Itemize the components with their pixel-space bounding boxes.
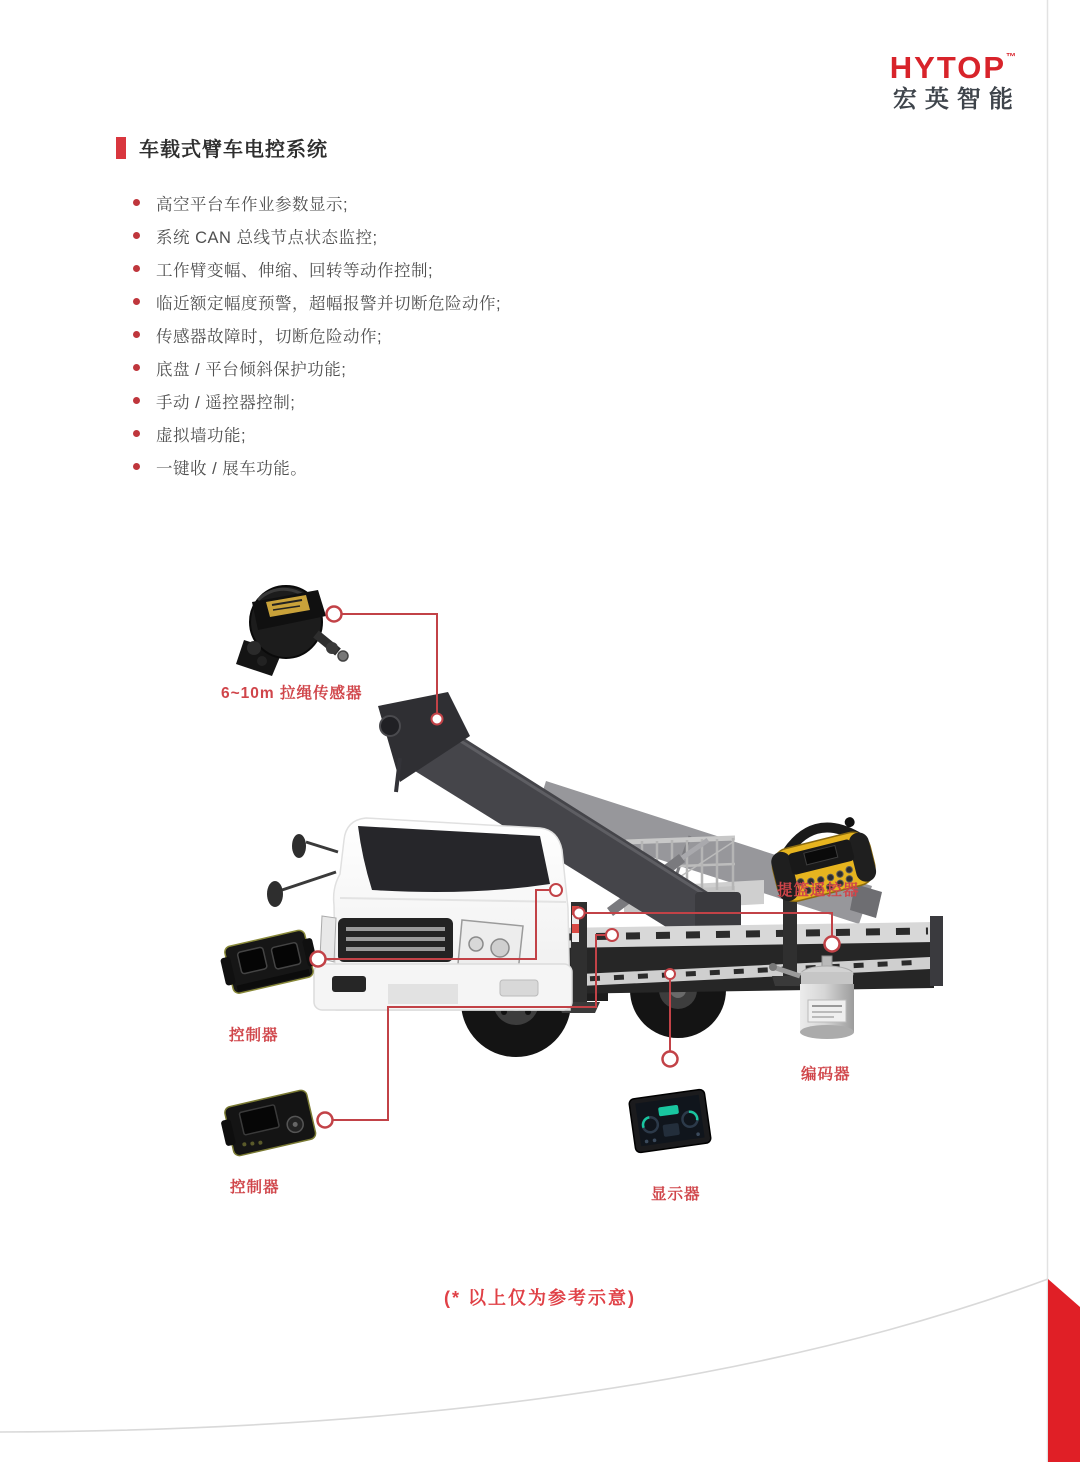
feature-text: 系统 CAN 总线节点状态监控; [156, 228, 378, 247]
footnote: (* 以上仅为参考示意) [444, 1288, 636, 1308]
bullet-icon [133, 364, 140, 371]
connector-ring-controller-bottom [318, 1113, 333, 1128]
feature-item [133, 318, 501, 351]
connector-ring-rope-sensor [327, 607, 342, 622]
bullet-icon [133, 331, 140, 338]
connector-ring-display [663, 1052, 678, 1067]
features-list [133, 186, 501, 483]
trademark-symbol: ™ [1006, 52, 1016, 63]
controller-bottom-image [218, 1089, 317, 1158]
connector-ring-controller-top [311, 952, 326, 967]
connector-anchor-bed [606, 929, 618, 941]
feature-text: 一键收 / 展车功能。 [156, 459, 308, 478]
brand-name: HYTOP [889, 50, 1006, 85]
truck-bed [558, 916, 943, 994]
label-basket-remote: 提篮遥控器 [777, 882, 860, 899]
connector-anchor-boom-base [550, 884, 562, 896]
feature-item [133, 417, 501, 450]
feature-item [133, 450, 501, 483]
section-title [116, 133, 328, 162]
label-rope-sensor: 6~10m 拉绳传感器 [221, 685, 363, 702]
feature-text: 虚拟墙功能; [156, 426, 247, 445]
bullet-icon [133, 265, 140, 272]
brand-logo [889, 50, 1021, 113]
section-title-text: 车载式臂车电控系统 [139, 139, 328, 161]
bullet-icon [133, 463, 140, 470]
display-image [629, 1089, 712, 1153]
connector-anchor-chassis [665, 969, 675, 979]
feature-text: 工作臂变幅、伸缩、回转等动作控制; [156, 261, 434, 280]
bullet-icon [133, 199, 140, 206]
bullet-icon [133, 397, 140, 404]
feature-item [133, 219, 501, 252]
feature-item [133, 384, 501, 417]
encoder-image [769, 956, 854, 1039]
feature-item [133, 351, 501, 384]
brand-subtitle: 宏英智能 [892, 86, 1021, 113]
truck-cab [267, 818, 572, 1010]
connector-ring-encoder [825, 937, 840, 952]
connector-anchor-boom-head [432, 714, 443, 725]
feature-text: 底盘 / 平台倾斜保护功能; [156, 360, 347, 379]
label-encoder: 编码器 [801, 1066, 851, 1083]
controller-top-image [218, 928, 320, 996]
bullet-icon [133, 232, 140, 239]
feature-item [133, 186, 501, 219]
rope-sensor-image [236, 586, 348, 676]
connector-anchor-pivot [574, 908, 585, 919]
label-controller-top: 控制器 [229, 1027, 279, 1044]
feature-item [133, 285, 501, 318]
feature-text: 手动 / 遥控器控制; [156, 393, 296, 412]
bullet-icon [133, 298, 140, 305]
bullet-icon [133, 430, 140, 437]
feature-text: 临近额定幅度预警，超幅报警并切断危险动作; [156, 294, 502, 313]
feature-text: 传感器故障时，切断危险动作; [156, 327, 383, 346]
label-controller-bottom: 控制器 [230, 1179, 280, 1196]
label-display: 显示器 [651, 1186, 701, 1203]
title-accent-bar [116, 137, 126, 159]
feature-item [133, 252, 501, 285]
feature-text: 高空平台车作业参数显示; [156, 195, 349, 214]
